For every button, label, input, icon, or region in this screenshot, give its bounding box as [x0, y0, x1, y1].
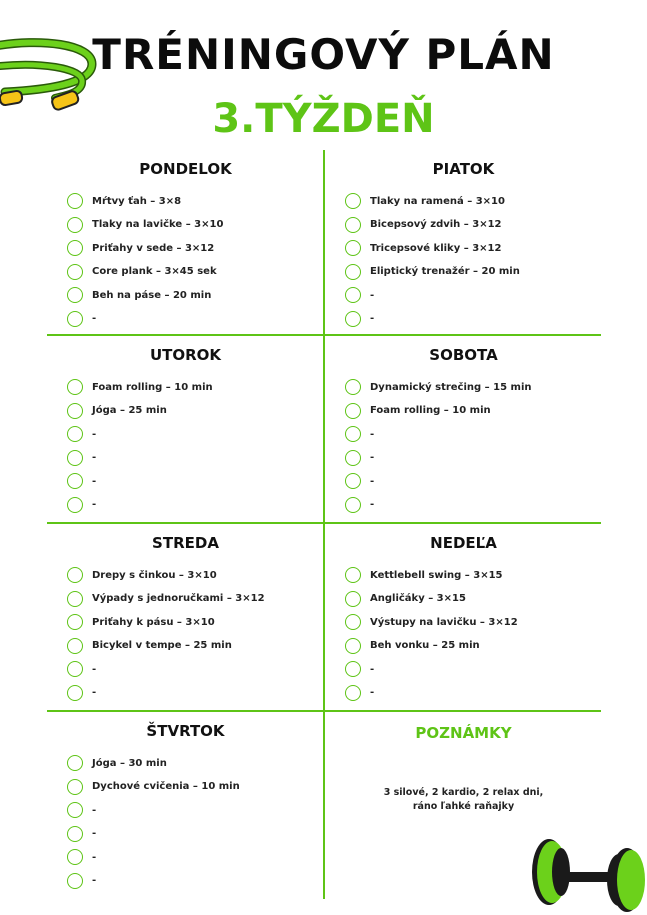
checkbox-circle-icon[interactable]: [67, 240, 83, 256]
task-item[interactable]: [345, 472, 374, 490]
day-section-piatok: [325, 150, 602, 334]
task-label: -: [92, 687, 97, 698]
day-title: PONDELOK: [139, 160, 232, 178]
task-item[interactable]: [345, 378, 532, 396]
task-label: -: [370, 663, 375, 675]
task-label: -: [92, 828, 97, 839]
checkbox-circle-icon[interactable]: [345, 426, 361, 442]
notes-section: [325, 712, 602, 900]
task-label: Kettlebell swing – 3×15: [370, 569, 503, 581]
task-item[interactable]: [345, 449, 374, 467]
checkbox-circle-icon[interactable]: [67, 264, 83, 280]
notes-title: POZNÁMKY: [415, 724, 512, 742]
checkbox-circle-icon[interactable]: [67, 826, 83, 842]
checkbox-circle-icon[interactable]: [345, 685, 361, 701]
task-item[interactable]: [67, 425, 96, 443]
checkbox-circle-icon[interactable]: [345, 311, 361, 327]
checkbox-circle-icon[interactable]: [345, 638, 361, 654]
task-label: -: [92, 499, 97, 510]
task-item[interactable]: [67, 216, 223, 234]
task-label: -: [92, 804, 97, 816]
task-label: Bicepsový zdvih – 3×12: [370, 219, 502, 230]
checkbox-circle-icon[interactable]: [67, 497, 83, 513]
notes-text: [355, 786, 572, 814]
day-section-nedeľa: [325, 524, 602, 708]
checkbox-circle-icon[interactable]: [67, 450, 83, 466]
task-label: -: [92, 475, 97, 487]
checkbox-circle-icon[interactable]: [345, 240, 361, 256]
task-label: Beh vonku – 25 min: [370, 640, 480, 651]
task-item[interactable]: [345, 402, 491, 420]
checkbox-circle-icon[interactable]: [345, 379, 361, 395]
task-item[interactable]: [345, 286, 374, 304]
checkbox-circle-icon[interactable]: [67, 779, 83, 795]
task-item[interactable]: [67, 872, 96, 890]
task-item[interactable]: [67, 754, 167, 772]
checkbox-circle-icon[interactable]: [67, 873, 83, 889]
task-item[interactable]: [345, 239, 501, 257]
checkbox-circle-icon[interactable]: [67, 379, 83, 395]
task-item[interactable]: [345, 425, 374, 443]
task-item[interactable]: [67, 310, 96, 328]
task-item[interactable]: [345, 566, 503, 584]
task-item[interactable]: [67, 192, 181, 210]
task-label: Jóga – 30 min: [92, 757, 167, 769]
task-label: Bicykel v tempe – 25 min: [92, 640, 232, 651]
task-item[interactable]: [345, 660, 374, 678]
task-label: Foam rolling – 10 min: [92, 381, 213, 393]
task-label: Dynamický strečing – 15 min: [370, 381, 532, 393]
checkbox-circle-icon[interactable]: [67, 591, 83, 607]
task-label: -: [370, 452, 375, 463]
task-label: -: [370, 289, 375, 301]
checkbox-circle-icon[interactable]: [67, 311, 83, 327]
checkbox-circle-icon[interactable]: [345, 193, 361, 209]
task-label: -: [370, 687, 375, 698]
checkbox-circle-icon[interactable]: [67, 193, 83, 209]
task-label: Priťahy k pásu – 3×10: [92, 616, 215, 628]
checkbox-circle-icon[interactable]: [67, 638, 83, 654]
checkbox-circle-icon[interactable]: [67, 217, 83, 233]
task-label: -: [370, 428, 375, 440]
task-item[interactable]: [345, 613, 518, 631]
checkbox-circle-icon[interactable]: [345, 473, 361, 489]
task-item[interactable]: [345, 263, 520, 281]
task-item[interactable]: [345, 192, 505, 210]
task-label: Beh na páse – 20 min: [92, 289, 212, 301]
checkbox-circle-icon[interactable]: [67, 287, 83, 303]
task-item[interactable]: [67, 402, 167, 420]
task-item[interactable]: [67, 613, 215, 631]
task-label: -: [370, 475, 375, 487]
task-label: -: [92, 313, 97, 324]
task-item[interactable]: [67, 637, 232, 655]
day-section-utorok: [47, 336, 324, 520]
task-label: -: [92, 428, 97, 440]
task-item[interactable]: [345, 590, 466, 608]
checkbox-circle-icon[interactable]: [67, 802, 83, 818]
day-section-sobota: [325, 336, 602, 520]
task-label: -: [370, 499, 375, 510]
checkbox-circle-icon[interactable]: [345, 264, 361, 280]
task-label: Výpady s jednoručkami – 3×12: [92, 593, 265, 604]
day-section-štvrtok: [47, 712, 324, 896]
task-item[interactable]: [67, 472, 96, 490]
task-item[interactable]: [67, 590, 265, 608]
task-label: -: [92, 851, 97, 863]
day-section-streda: [47, 524, 324, 708]
task-item[interactable]: [67, 825, 96, 843]
checkbox-circle-icon[interactable]: [67, 426, 83, 442]
checkbox-circle-icon[interactable]: [345, 614, 361, 630]
checkbox-circle-icon[interactable]: [67, 614, 83, 630]
task-label: Priťahy v sede – 3×12: [92, 242, 215, 254]
task-item[interactable]: [67, 848, 96, 866]
task-item[interactable]: [67, 263, 217, 281]
task-label: -: [92, 452, 97, 463]
day-title: PIATOK: [432, 160, 495, 178]
task-label: -: [92, 875, 97, 886]
checkbox-circle-icon[interactable]: [345, 403, 361, 419]
checkbox-circle-icon[interactable]: [345, 287, 361, 303]
task-item[interactable]: [345, 310, 374, 328]
day-section-pondelok: [47, 150, 324, 334]
task-label: Tlaky na lavičke – 3×10: [92, 219, 224, 230]
checkbox-circle-icon[interactable]: [67, 755, 83, 771]
task-label: Tlaky na ramená – 3×10: [370, 195, 505, 207]
task-item[interactable]: [67, 449, 96, 467]
task-item[interactable]: [67, 496, 96, 514]
task-item[interactable]: [67, 684, 96, 702]
task-label: Výstupy na lavičku – 3×12: [370, 616, 518, 628]
page-title: TRÉNINGOVÝ PLÁN: [92, 30, 555, 79]
checkbox-circle-icon[interactable]: [67, 473, 83, 489]
task-label: Dychové cvičenia – 10 min: [92, 781, 240, 792]
task-item[interactable]: [67, 778, 240, 796]
week-label: 3.TÝŽDEŇ: [212, 96, 435, 142]
day-title: STREDA: [152, 534, 219, 552]
task-item[interactable]: [345, 496, 374, 514]
task-item[interactable]: [345, 216, 502, 234]
checkbox-circle-icon[interactable]: [67, 403, 83, 419]
checkbox-circle-icon[interactable]: [345, 497, 361, 513]
task-item[interactable]: [345, 637, 480, 655]
day-title: ŠTVRTOK: [146, 722, 225, 740]
notes-line-1: 3 silové, 2 kardio, 2 relax dni,: [383, 787, 544, 798]
notes-line-2: ráno ľahké raňajky: [412, 801, 515, 812]
task-label: Drepy s činkou – 3×10: [92, 569, 217, 581]
task-item[interactable]: [67, 660, 96, 678]
task-item[interactable]: [345, 684, 374, 702]
checkbox-circle-icon[interactable]: [67, 685, 83, 701]
task-label: -: [92, 663, 97, 675]
task-label: Core plank – 3×45 sek: [92, 266, 217, 277]
task-label: Tricepsové kliky – 3×12: [370, 242, 502, 254]
task-item[interactable]: [67, 239, 214, 257]
checkbox-circle-icon[interactable]: [345, 217, 361, 233]
day-title: SOBOTA: [429, 346, 498, 364]
task-label: Jóga – 25 min: [92, 405, 167, 416]
checkbox-circle-icon[interactable]: [67, 567, 83, 583]
task-item[interactable]: [67, 286, 211, 304]
checkbox-circle-icon[interactable]: [345, 591, 361, 607]
task-label: -: [370, 313, 375, 324]
task-label: Foam rolling – 10 min: [370, 405, 491, 416]
checkbox-circle-icon[interactable]: [345, 450, 361, 466]
checkbox-circle-icon[interactable]: [345, 661, 361, 677]
checkbox-circle-icon[interactable]: [67, 661, 83, 677]
task-item[interactable]: [67, 566, 217, 584]
task-label: Angličáky – 3×15: [370, 593, 466, 604]
day-title: UTOROK: [149, 346, 222, 364]
task-label: Eliptický trenažér – 20 min: [370, 266, 520, 277]
checkbox-circle-icon[interactable]: [345, 567, 361, 583]
task-label: Mŕtvy ťah – 3×8: [92, 195, 182, 207]
task-item[interactable]: [67, 378, 213, 396]
checkbox-circle-icon[interactable]: [67, 849, 83, 865]
task-item[interactable]: [67, 801, 96, 819]
day-title: NEDEĽA: [430, 534, 497, 552]
